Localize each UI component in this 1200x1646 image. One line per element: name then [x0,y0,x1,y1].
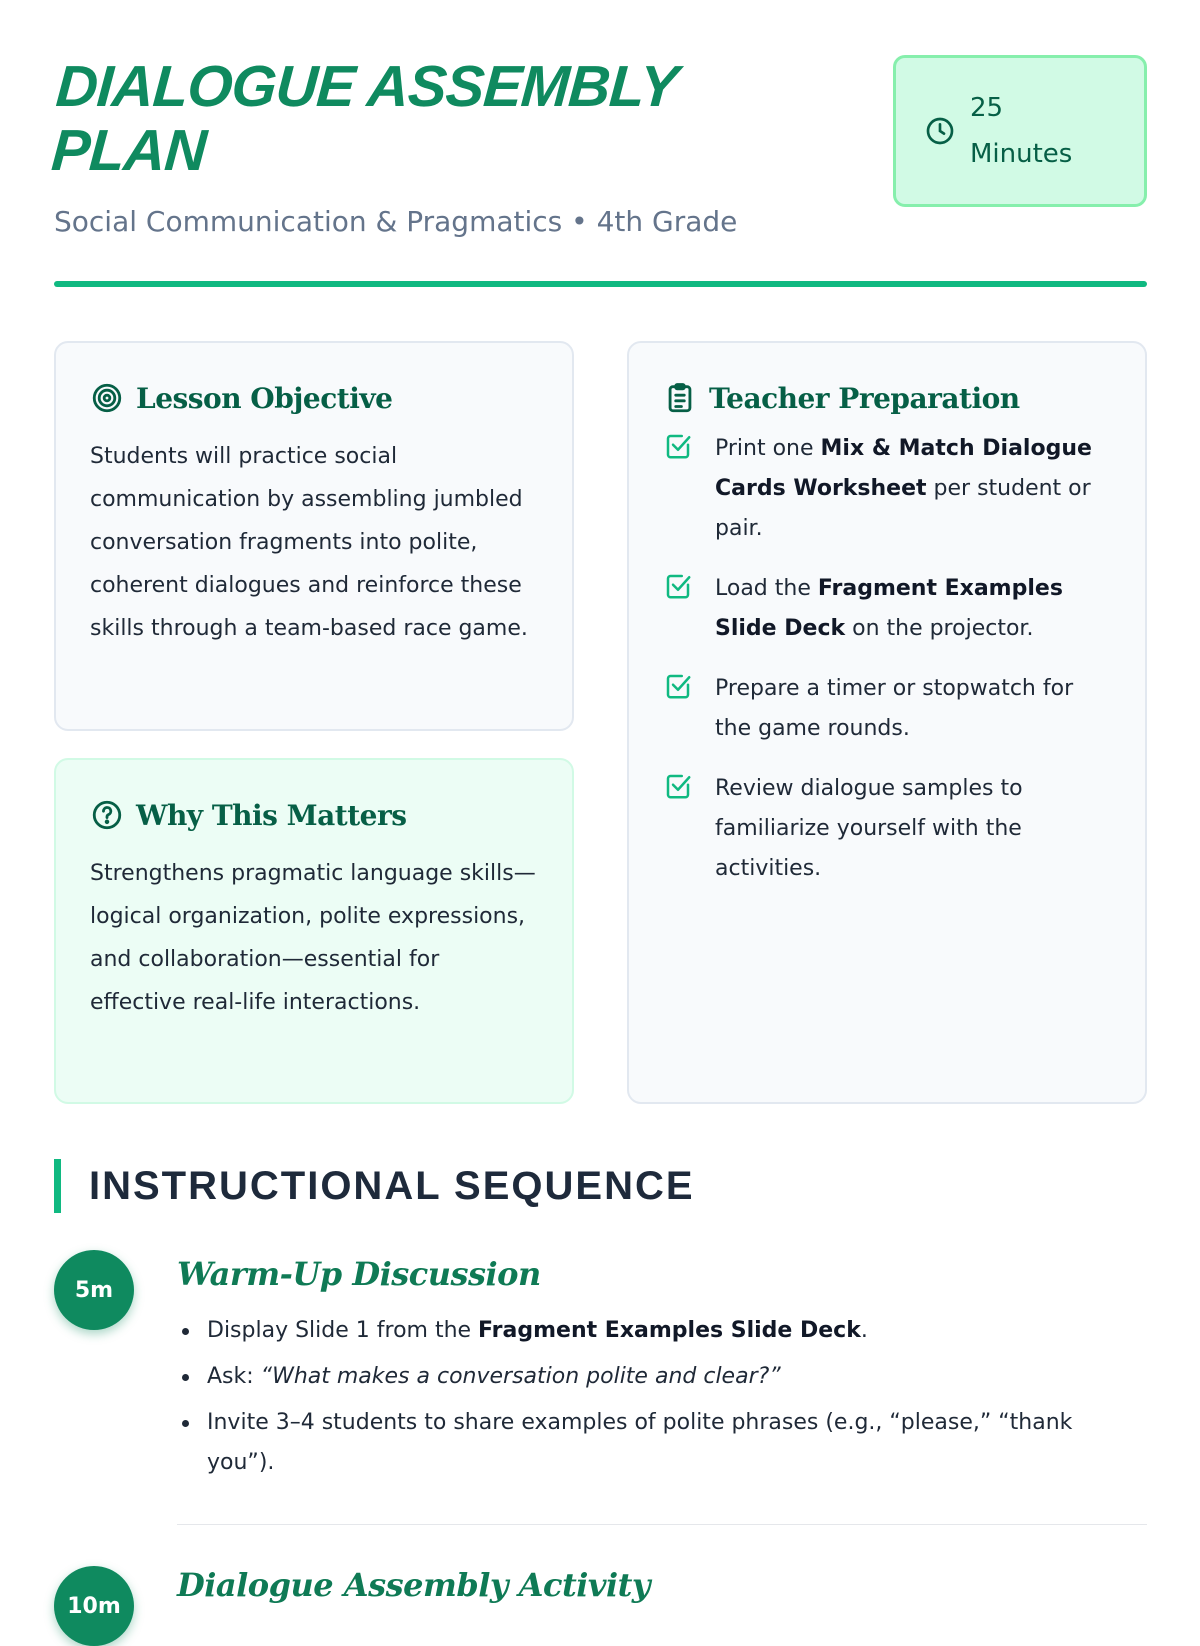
teacher-prep-card [627,341,1147,1104]
sequence-heading [54,1159,695,1213]
page-title: DIALOGUE ASSEMBLY PLAN [49,54,679,183]
target-icon [90,381,124,415]
step-title: Dialogue Assembly Activity [177,1566,650,1604]
clock-icon [924,115,956,147]
step-duration-badge: 5m [54,1250,134,1330]
lesson-objective-title: Lesson Objective [136,381,393,415]
lesson-objective-text: Students will practice social communication by assembling jumbled conversation fragments into polite, coherent dialogues and reinforce these skills through a team-based race game. [90,444,528,641]
duration-value: 25 [970,93,1004,123]
page-subtitle: Social Communication & Pragmatics • 4th Grade [54,205,738,238]
why-matters-title: Why This Matters [136,798,407,832]
prep-item: Review dialogue samples to familiarize yourself with the activities. [663,769,1111,889]
sequence-accent-bar [54,1159,61,1213]
question-icon [90,798,124,832]
checkbox-icon [663,671,693,701]
duration-unit: Minutes [970,139,1073,169]
step-bullet: Invite 3–4 students to share examples of polite phrases (e.g., “please,” “thank you”). [177,1403,1137,1483]
lesson-objective-card [54,341,574,731]
header [49,54,1147,238]
teacher-prep-title: Teacher Preparation [709,381,1020,415]
sequence-title: INSTRUCTIONAL SEQUENCE [89,1163,695,1208]
prep-item: Print one Mix & Match Dialogue Cards Worksheet per student or pair. [663,429,1111,549]
checkbox-icon [663,431,693,461]
prep-item: Load the Fragment Examples Slide Deck on the projector. [663,569,1111,649]
why-matters-text: Strengthens pragmatic language skills—logical organization, polite expressions, and collaboration—essential for effective real-life interactions. [90,861,536,1015]
step-bullets [177,1311,1137,1489]
why-matters-card [54,758,574,1104]
prep-list [663,429,1111,889]
step-bullet: Ask: “What makes a conversation polite and clear?” [177,1357,1137,1397]
checkbox-icon [663,771,693,801]
step-divider [177,1524,1147,1525]
clipboard-icon [663,381,697,415]
duration-badge [893,55,1147,207]
step-bullet: Display Slide 1 from the Fragment Examples Slide Deck. [177,1311,1137,1351]
checkbox-icon [663,571,693,601]
step-duration-badge: 10m [54,1566,134,1646]
step-title: Warm-Up Discussion [177,1255,541,1293]
header-divider [54,281,1147,287]
prep-item: Prepare a timer or stopwatch for the game rounds. [663,669,1111,749]
